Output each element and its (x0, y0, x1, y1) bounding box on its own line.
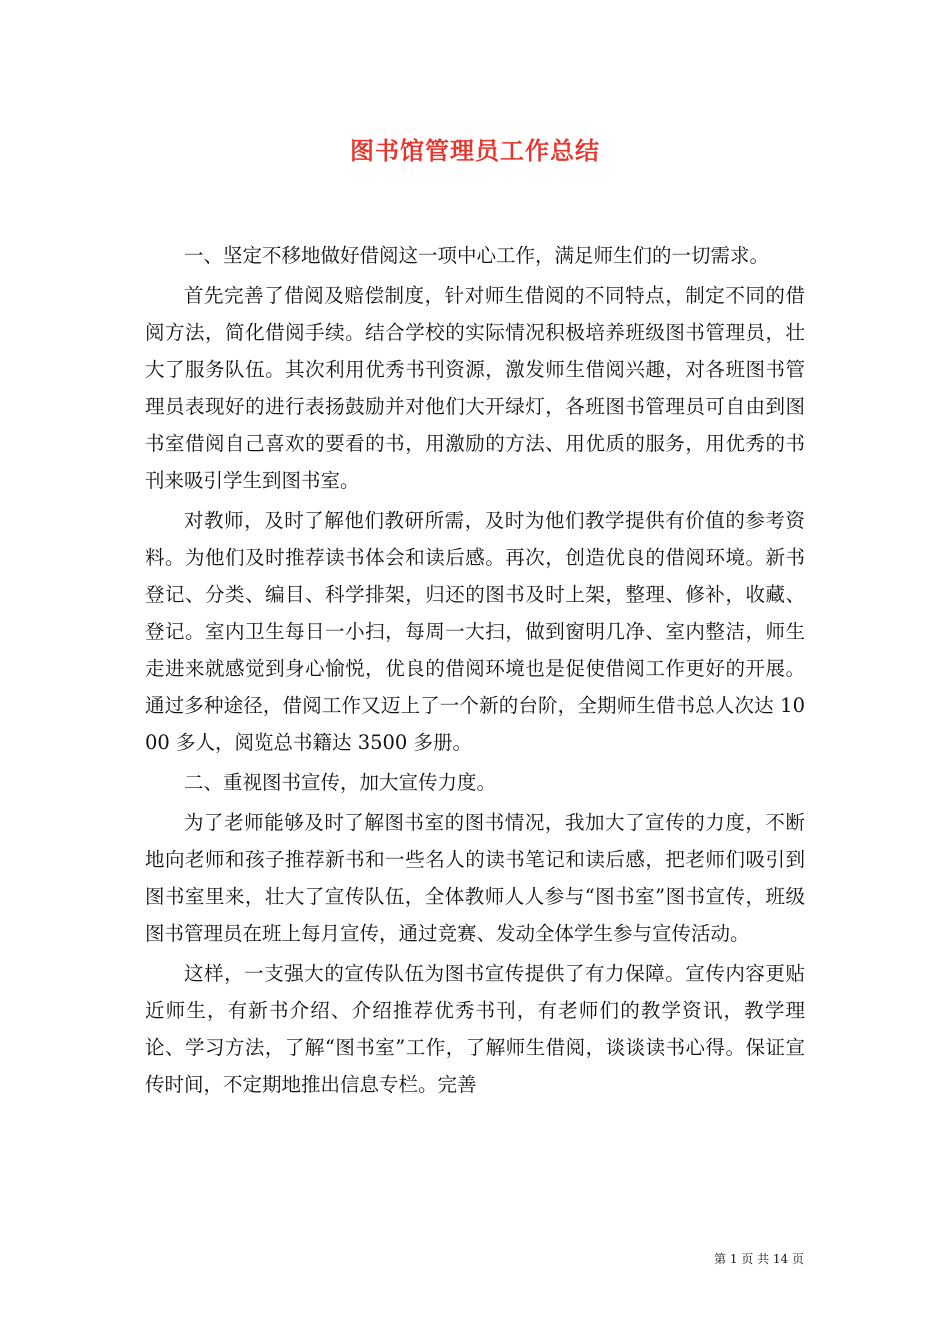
paragraph-2: 对教师，及时了解他们教研所需，及时为他们教学提供有价值的参考资料。为他们及时推荐读书体会和读后感。再次，创造优良的借阅环境。新书登记、分类、编目、科学排架，归还的图书及时上架，整理、修补，收藏、登记。室内卫生每日一小扫，每周一大扫，做到窗明几净、室内整洁，师生走进来就感觉到身心愉悦，优良的借阅环境也是促使借阅工作更好的开展。通过多种途径，借阅工作又迈上了一个新的台阶，全期师生借书总人次达 1000 多人，阅览总书籍达 3500 多册。 (145, 509, 805, 754)
section-heading-2: 二、重视图书宣传，加大宣传力度。 (184, 771, 497, 794)
section-heading-1: 一、坚定不移地做好借阅这一项中心工作，满足师生们的一切需求。 (184, 244, 770, 267)
paragraph-4: 这样，一支强大的宣传队伍为图书宣传提供了有力保障。宣传内容更贴近师生，有新书介绍、介绍推荐优秀书刊，有老师们的教学资讯，教学理论、学习方法，了解“图书室”工作，了解师生借阅，谈谈读书心得。保证宣传时间，不定期地推出信息专栏。完善 (145, 962, 805, 1096)
document-body (145, 237, 805, 1106)
document-title: 图书馆管理员工作总结 (350, 136, 600, 165)
paragraph-1: 首先完善了借阅及赔偿制度，针对师生借阅的不同特点，制定不同的借阅方法，简化借阅手续。结合学校的实际情况积极培养班级图书管理员，壮大了服务队伍。其次利用优秀书刊资源，激发师生借阅兴趣，对各班图书管理员表现好的进行表扬鼓励并对他们大开绿灯，各班图书管理员可自由到图书室借阅自己喜欢的要看的书，用激励的方法、用优质的服务，用优秀的书刊来吸引学生到图书室。 (145, 284, 805, 492)
page-number-footer: 第 1 页 共 14 页 (714, 1252, 804, 1266)
paragraph-3: 为了老师能够及时了解图书室的图书情况，我加大了宣传的力度，不断地向老师和孩子推荐新书和一些名人的读书笔记和读后感，把老师们吸引到图书室里来，壮大了宣传队伍，全体教师人人参与“图书室”图书宣传，班级图书管理员在班上每月宣传，通过竞赛、发动全体学生参与宣传活动。 (145, 811, 805, 945)
